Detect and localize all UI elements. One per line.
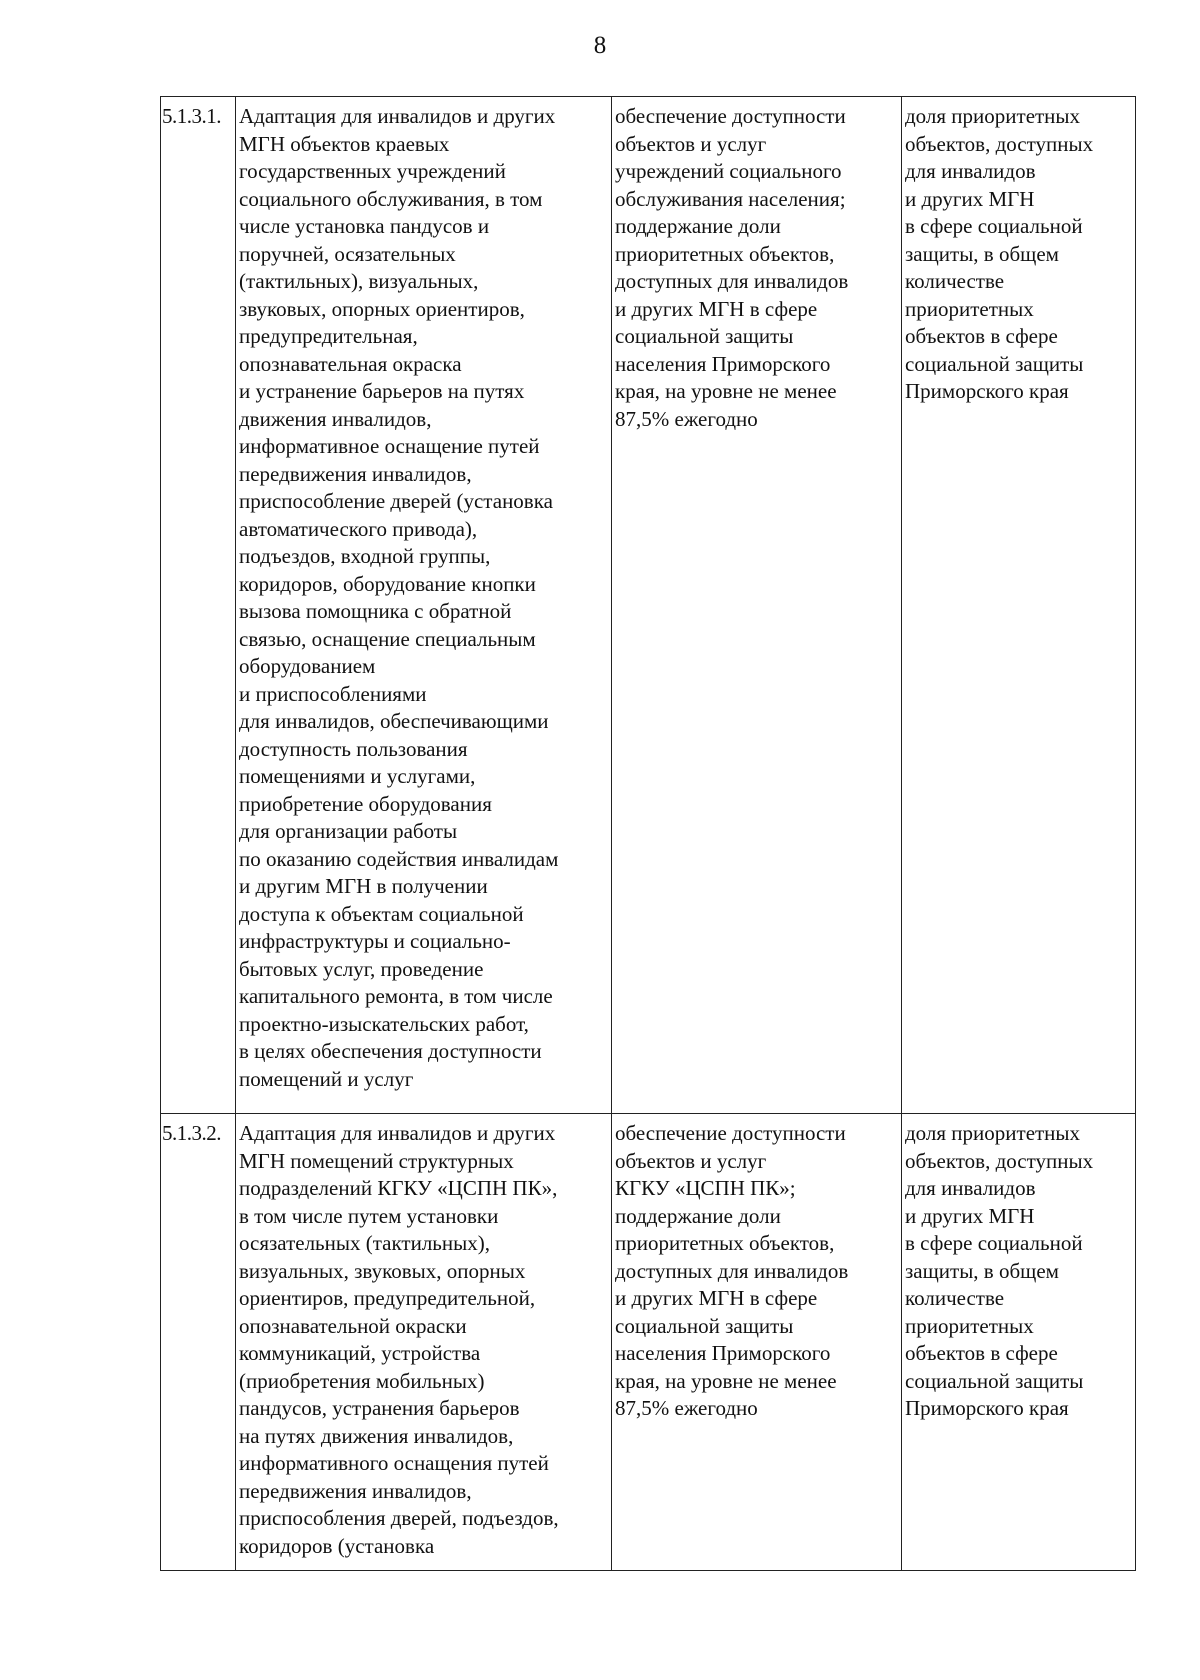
cell-text-line: коридоров, оборудование кнопки [239, 571, 536, 596]
cell-text-line: защиты, в общем [905, 241, 1059, 266]
cell-text-line: государственных учреждений [239, 159, 506, 183]
cell-text-line: вызова помощника с обратной [239, 599, 512, 623]
cell-text-line: доступность пользования [239, 736, 468, 761]
cell-text-line: приобретение оборудования [239, 791, 492, 816]
cell-text-line: социальной защиты [905, 351, 1084, 376]
cell-text-line: населения Приморского [615, 1341, 831, 1365]
cell-text-line: в том числе путем установки [239, 1203, 499, 1228]
cell-text-line: передвижения инвалидов, [239, 1478, 472, 1503]
cell-text-line: обеспечение доступности [615, 1121, 846, 1145]
cell-text-line: приоритетных объектов, [615, 1231, 835, 1255]
cell-text-line: Адаптация для инвалидов и других [239, 104, 556, 128]
cell-text-line: доля приоритетных [905, 104, 1081, 128]
cell-text-line: доступных для инвалидов [615, 269, 849, 293]
cell-text-line: ориентиров, предупредительной, [239, 1286, 536, 1310]
cell-text-line: объектов в сфере [905, 1341, 1058, 1365]
cell-text-line: доступа к объектам социальной [239, 901, 524, 926]
cell-text-line: учреждений социального [615, 159, 842, 183]
cell-text-line: бытовых услуг, проведение [239, 956, 484, 981]
cell-text-line: приоритетных [905, 1313, 1034, 1338]
action-cell [236, 97, 612, 1114]
cell-text-line: подъездов, входной группы, [239, 544, 491, 568]
cell-text-line: в сфере социальной [905, 1231, 1083, 1255]
cell-text-line: обслуживания населения; [615, 186, 846, 211]
cell-text-line: социальной защиты [615, 324, 794, 348]
cell-text-line: для организации работы [239, 819, 458, 843]
cell-text-line: и другим МГН в получении [239, 874, 488, 898]
cell-text-line: (тактильных), визуальных, [239, 269, 479, 293]
cell-text-line: приоритетных [905, 296, 1034, 321]
cell-text-line: приспособление дверей (установка [239, 489, 553, 513]
action-cell [236, 1114, 612, 1571]
cell-text-line: Приморского края [905, 379, 1069, 403]
cell-text-line: приоритетных объектов, [615, 241, 835, 266]
cell-text-line: защиты, в общем [905, 1258, 1059, 1283]
cell-text-line: для инвалидов [905, 1176, 1036, 1200]
cell-text-line: коридоров (установка [239, 1533, 435, 1558]
cell-text-line: осязательных (тактильных), [239, 1231, 490, 1255]
cell-text-line: поручней, осязательных [239, 241, 456, 266]
page-number: 8 [593, 32, 607, 59]
cell-text-line: и других МГН в сфере [615, 1286, 818, 1310]
cell-text-line: объектов, доступных [905, 131, 1094, 156]
cell-text-line: социальной защиты [615, 1313, 794, 1338]
cell-text-line: для инвалидов [905, 159, 1036, 183]
cell-text-line: Адаптация для инвалидов и других [239, 1121, 556, 1145]
cell-text-line: приспособления дверей, подъездов, [239, 1506, 559, 1530]
cell-text-line: и других МГН в сфере [615, 296, 818, 321]
cell-text-line: и других МГН [905, 1203, 1035, 1228]
cell-text-line: и приспособлениями [239, 681, 427, 706]
cell-text-line: края, на уровне не менее [615, 379, 837, 403]
cell-text-line: числе установка пандусов и [239, 214, 490, 238]
cell-text-line: оборудованием [239, 654, 376, 678]
cell-text-line: доступных для инвалидов [615, 1258, 849, 1283]
cell-text-line: Приморского края [905, 1396, 1069, 1420]
result-cell [612, 1114, 902, 1571]
cell-text-line: пандусов, устранения барьеров [239, 1396, 520, 1420]
cell-text-line: визуальных, звуковых, опорных [239, 1258, 526, 1283]
cell-text-line: инфраструктуры и социально- [239, 929, 511, 953]
cell-text-line: информативное оснащение путей [239, 434, 540, 458]
cell-text-line: передвижения инвалидов, [239, 461, 472, 486]
cell-text-line: по оказанию содействия инвалидам [239, 846, 559, 871]
cell-text-line: автоматического привода), [239, 516, 478, 541]
cell-text-line: доля приоритетных [905, 1121, 1081, 1145]
cell-text-line: поддержание доли [615, 1203, 781, 1228]
cell-text-line: МГН помещений структурных [239, 1148, 514, 1173]
cell-text-line: на путях движения инвалидов, [239, 1423, 514, 1448]
cell-text-line: количестве [905, 1286, 1005, 1310]
cell-text-line: опознавательная окраска [239, 351, 462, 376]
cell-text-line: связью, оснащение специальным [239, 626, 536, 651]
cell-text-line: обеспечение доступности [615, 104, 846, 128]
cell-text-line: объектов, доступных [905, 1148, 1094, 1173]
cell-text-line: и устранение барьеров на путях [239, 379, 525, 403]
cell-text-line: коммуникаций, устройства [239, 1341, 481, 1365]
cell-text-line: звуковых, опорных ориентиров, [239, 296, 525, 321]
measures-table [160, 96, 1136, 1571]
cell-text-line: поддержание доли [615, 214, 781, 238]
cell-text-line: капитального ремонта, в том числе [239, 984, 553, 1008]
cell-text-line: объектов и услуг [615, 131, 767, 156]
cell-text-line: социального обслуживания, в том [239, 186, 543, 211]
cell-text-line: объектов и услуг [615, 1148, 767, 1173]
cell-text-line: информативного оснащения путей [239, 1451, 549, 1475]
table-row [161, 97, 1136, 1114]
cell-text-line: проектно-изыскательских работ, [239, 1011, 529, 1036]
indicator-cell [902, 1114, 1136, 1571]
cell-text-line: количестве [905, 269, 1005, 293]
row-number-cell: 5.1.3.2. [161, 1114, 236, 1571]
indicator-cell [902, 97, 1136, 1114]
cell-text-line: социальной защиты [905, 1368, 1084, 1393]
cell-text-line: 87,5% ежегодно [615, 1396, 758, 1420]
cell-text-line: населения Приморского [615, 351, 831, 376]
row-number-cell: 5.1.3.1. [161, 97, 236, 1114]
cell-text-line: предупредительная, [239, 324, 418, 348]
cell-text-line: в целях обеспечения доступности [239, 1039, 542, 1063]
cell-text-line: для инвалидов, обеспечивающими [239, 709, 549, 733]
table-row [161, 1114, 1136, 1571]
cell-text-line: КГКУ «ЦСПН ПК»; [615, 1176, 796, 1200]
result-cell [612, 97, 902, 1114]
cell-text-line: 87,5% ежегодно [615, 406, 758, 431]
cell-text-line: помещениями и услугами, [239, 764, 476, 788]
cell-text-line: в сфере социальной [905, 214, 1083, 238]
cell-text-line: движения инвалидов, [239, 406, 432, 431]
cell-text-line: края, на уровне не менее [615, 1368, 837, 1393]
cell-text-line: (приобретения мобильных) [239, 1368, 485, 1393]
cell-text-line: помещений и услуг [239, 1066, 414, 1091]
cell-text-line: МГН объектов краевых [239, 131, 450, 156]
cell-text-line: и других МГН [905, 186, 1035, 211]
cell-text-line: опознавательной окраски [239, 1313, 467, 1338]
cell-text-line: объектов в сфере [905, 324, 1058, 348]
cell-text-line: подразделений КГКУ «ЦСПН ПК», [239, 1176, 558, 1200]
